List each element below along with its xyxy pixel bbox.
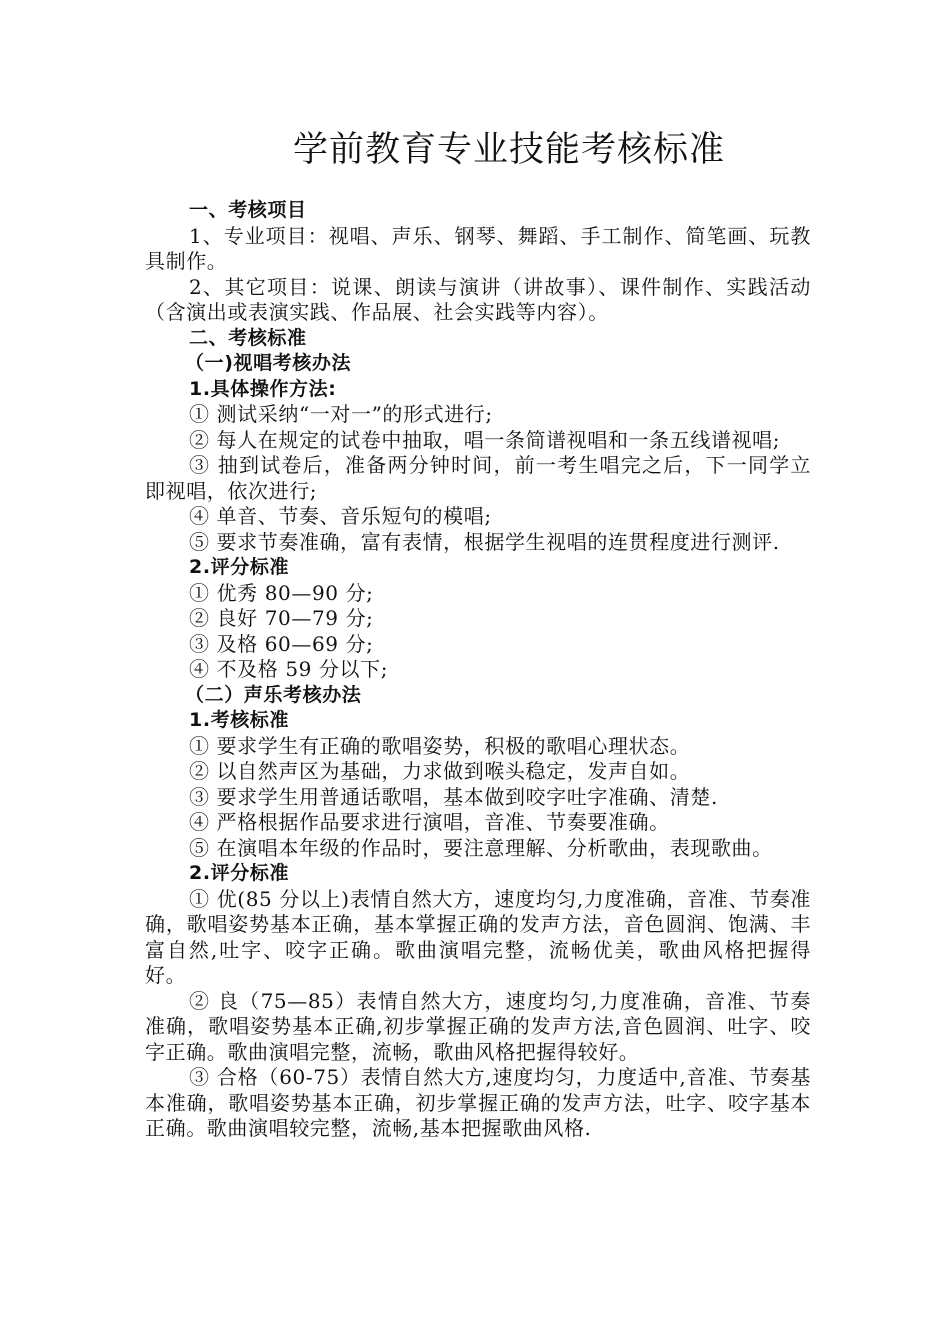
subsection-heading: （一)视唱考核办法	[185, 352, 352, 374]
body-paragraph: ⑤ 在演唱本年级的作品时，要注意理解、分析歌曲，表现歌曲。	[189, 835, 773, 860]
subsection-heading: （二）声乐考核办法	[185, 683, 362, 706]
body-paragraph: 1、专业项目：视唱、声乐、钢琴、舞蹈、手工制作、简笔画、玩教具制作。	[145, 223, 811, 273]
body-paragraph: ① 测试采纳“一对一”的形式进行;	[189, 402, 493, 426]
body-paragraph: 2、其它项目：说课、朗读与演讲（讲故事）、课件制作、实践活动（含演出或表演实践、作品展、社会实践等内容）。	[145, 274, 811, 324]
body-paragraph: ⑤ 要求节奏准确，富有表情，根据学生视唱的连贯程度进行测评.	[189, 529, 780, 554]
section-heading: 2.评分标准	[189, 862, 290, 884]
body-paragraph: ③ 抽到试卷后，准备两分钟时间，前一考生唱完之后，下一同学立即视唱，依次进行;	[145, 453, 811, 503]
body-paragraph: ② 良（75—85）表情自然大方，速度均匀,力度准确，音准、节奏准确，歌唱姿势基本正确,初步掌握正确的发声方法,音色圆润、吐字、咬字正确。歌曲演唱完整，流畅，歌曲风格把握得较好。	[145, 988, 811, 1064]
document-body	[145, 198, 811, 1142]
body-paragraph: ④ 单音、节奏、音乐短句的模唱;	[189, 504, 492, 528]
section-heading: 一、考核项目	[189, 199, 307, 221]
body-paragraph: ① 要求学生有正确的歌唱姿势，积极的歌唱心理状态。	[189, 733, 691, 758]
body-paragraph: ③ 及格 60—69 分;	[189, 631, 374, 656]
section-heading: 2.评分标准	[189, 556, 290, 578]
body-paragraph: ② 良好 70—79 分;	[189, 606, 374, 630]
body-paragraph: ② 每人在规定的试卷中抽取，唱一条简谱视唱和一条五线谱视唱;	[189, 427, 781, 452]
body-paragraph: ③ 合格（60-75）表情自然大方,速度均匀，力度适中,音准、节奏基本准确，歌唱姿势基本正确，初步掌握正确的发声方法，吐字、咬字基本正确。歌曲演唱较完整，流畅,基本把握歌曲风格.	[145, 1065, 811, 1140]
body-paragraph: ③ 要求学生用普通话歌唱，基本做到咬字吐字准确、清楚.	[189, 784, 718, 809]
body-paragraph: ④ 严格根据作品要求进行演唱，音准、节奏要准确。	[189, 810, 670, 834]
section-heading: 二、考核标准	[189, 326, 307, 349]
section-heading: 1.具体操作方法:	[189, 377, 337, 400]
body-paragraph: ① 优(85 分以上)表情自然大方，速度均匀,力度准确，音准、节奏准确，歌唱姿势基本正确，基本掌握正确的发声方法，音色圆润、饱满、丰富自然,吐字、咬字正确。歌曲演唱完整，流畅优美，歌曲风格把握得好。	[145, 886, 811, 987]
body-paragraph: ④ 不及格 59 分以下;	[189, 657, 389, 681]
document-title: 学前教育专业技能考核标准	[292, 130, 725, 170]
body-paragraph: ② 以自然声区为基础，力求做到喉头稳定，发声自如。	[189, 759, 691, 783]
body-paragraph: ① 优秀 80—90 分;	[189, 580, 374, 605]
section-heading: 1.考核标准	[189, 709, 290, 731]
